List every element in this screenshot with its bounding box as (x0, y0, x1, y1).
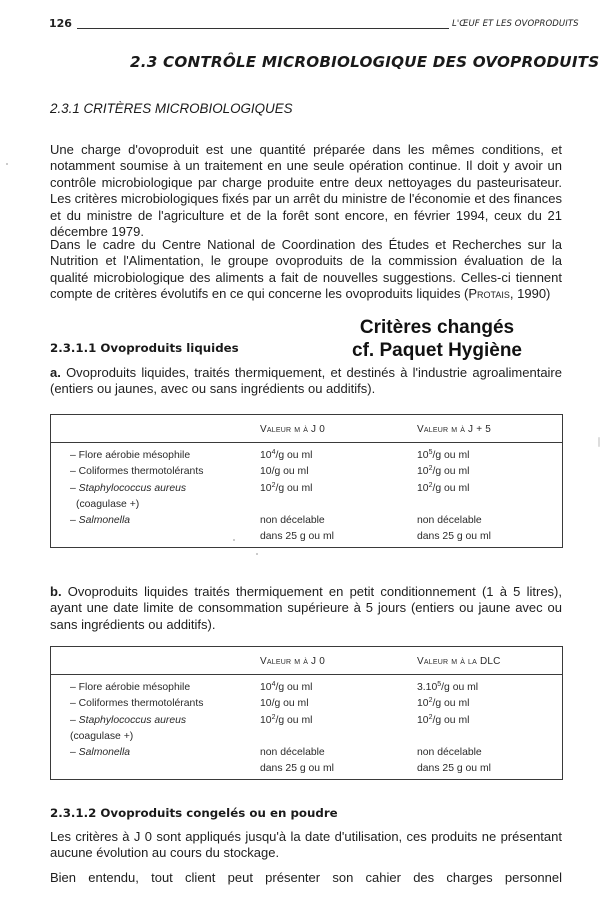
table-header-row (51, 647, 562, 675)
criteria-table-dlc (50, 646, 563, 780)
value-base: 10 (417, 466, 429, 478)
running-title: L'ŒUF ET LES OVOPRODUITS (452, 19, 579, 29)
value-exponent: 2 (428, 713, 433, 721)
section-title: 2.3 CONTRÔLE MICROBIOLOGIQUE DES OVOPRODUITS (130, 53, 600, 71)
value-j0 (260, 483, 312, 494)
table-row (51, 466, 562, 482)
value-exponent: 2 (271, 713, 276, 721)
table-row (51, 763, 562, 779)
value-unit: /g ou ml (432, 482, 470, 494)
value-base: 10 (417, 714, 429, 726)
value-unit: /g ou ml (275, 682, 313, 693)
table-row (51, 698, 562, 714)
dash: – (70, 515, 79, 527)
table-header-row (51, 415, 562, 443)
table-row (51, 731, 562, 747)
paragraph-text: Ovoproduits liquides traités thermiquement en petit conditionnement (1 à 5 litres), ayant une date limite de consommation supérieure à 5 jours (entiers ou jaune avec ou sans ingrédients ou additifs). (50, 584, 562, 632)
column-header-j0: Valeur m à J 0 (260, 424, 325, 435)
value-base: 10 (260, 714, 272, 726)
annotation-line-2: cf. Paquet Hygiène (352, 340, 522, 361)
heading-ovoproduits-congeles: 2.3.1.2 Ovoproduits congelés ou en poudre (50, 806, 338, 820)
paragraph-text: Dans le cadre du Centre National de Coordination des Études et Recherches sur la Nutrition et l'Alimentation, le groupe ovoproduits de la commission évaluation de la qualité microbiologique des aliments a fait de nouvelles suggestions. Celles-ci tiennent compte de critères évolutifs en ce qui concerne les ovoproduits liquides ( (50, 237, 562, 302)
table-row (51, 450, 562, 466)
row-label (70, 483, 186, 494)
value-j5 (417, 483, 469, 494)
value-base: 3.10 (417, 682, 438, 693)
value-j0 (260, 715, 312, 726)
annotation-line-1: Critères changés (359, 317, 515, 338)
value-base: 10 (417, 450, 429, 461)
value-unit: /g ou ml (432, 450, 470, 461)
species-name: Salmonella (78, 515, 131, 527)
paragraph-cnerna (50, 237, 562, 303)
table-row (51, 747, 562, 763)
table-row (51, 682, 562, 698)
criteria-table-j5 (50, 414, 563, 548)
scan-speck (598, 437, 600, 447)
species-name: Salmonella (78, 747, 131, 759)
value-base: 10 (417, 698, 429, 710)
annotation-note (322, 316, 552, 362)
table-row (51, 483, 562, 499)
value-j0: non décelable (260, 747, 325, 759)
value-exponent: 2 (428, 465, 433, 473)
value-j0 (260, 682, 312, 693)
table-row (51, 499, 562, 515)
page-number: 126 (49, 17, 72, 30)
row-label: (coagulase +) (76, 498, 140, 510)
value-unit: /g ou ml (275, 482, 313, 494)
value-exponent: 2 (428, 481, 433, 489)
value-dlc: non décelable (417, 747, 482, 759)
column-header-dlc: Valeur m à la DLC (417, 656, 501, 667)
value-unit: /g ou ml (432, 714, 470, 726)
heading-ovoproduits-liquides: 2.3.1.1 Ovoproduits liquides (50, 341, 239, 355)
value-unit: /g ou ml (441, 682, 479, 693)
value-exponent: 2 (428, 697, 433, 705)
value-j0: dans 25 g ou ml (260, 531, 334, 543)
species-name: Staphylococcus aureus (78, 482, 187, 494)
value-dlc: dans 25 g ou ml (417, 763, 491, 775)
paragraph-a (50, 365, 562, 398)
value-j0: non décelable (260, 515, 325, 527)
species-name: Staphylococcus aureus (78, 714, 187, 726)
dash: – (70, 482, 79, 494)
value-j5: dans 25 g ou ml (417, 531, 491, 543)
value-base: 10 (260, 698, 272, 710)
row-label: – Coliformes thermotolérants (70, 466, 204, 478)
paragraph-criteres-j0: Les critères à J 0 sont appliqués jusqu'à la date d'utilisation, ces produits ne présentant aucune évolution au cours du stockage. (50, 829, 562, 861)
value-exponent: 5 (428, 449, 433, 456)
value-base: 10 (417, 482, 429, 494)
value-j0 (260, 450, 312, 461)
paragraph-cahier-des-charges: Bien entendu, tout client peut présenter son cahier des charges personnel (50, 870, 562, 885)
scan-speck (6, 163, 8, 165)
column-header-j0: Valeur m à J 0 (260, 656, 325, 667)
row-label: – Flore aérobie mésophile (70, 450, 191, 461)
value-dlc (417, 682, 478, 693)
value-base: 10 (260, 450, 272, 461)
paragraph-charge-definition: Une charge d'ovoproduit est une quantité préparée dans les mêmes conditions, et notamment soumise à un traitement en une seule opération continue. Il doit y avoir un contrôle microbiologique par charge produite entre deux nettoyages du pasteurisateur. Les critères microbiologiques fixés par un arrêt du ministre de l'économie et des finances et du ministre de l'agriculture et de la forêt sont encore, en février 1994, ceux du 21 décembre 1979. (50, 142, 562, 240)
table-row (51, 515, 562, 531)
value-base: 10 (260, 466, 272, 478)
row-label (70, 715, 186, 726)
paragraph-b (50, 584, 562, 633)
table-row (51, 715, 562, 731)
value-j5: non décelable (417, 515, 482, 527)
value-base: 10 (260, 682, 272, 693)
value-dlc (417, 698, 469, 709)
citation-author: Protais (468, 286, 510, 302)
value-exponent: 4 (271, 681, 276, 688)
dash: – (70, 747, 79, 759)
value-exponent: 2 (271, 481, 276, 489)
subsection-title: 2.3.1 CRITÈRES MICROBIOLOGIQUES (50, 101, 293, 116)
value-exponent: 4 (271, 449, 276, 456)
value-unit: /g ou ml (432, 698, 470, 710)
value-dlc (417, 715, 469, 726)
row-label (70, 747, 130, 758)
scan-speck (233, 539, 235, 541)
value-j5 (417, 450, 469, 461)
row-label: – Coliformes thermotolérants (70, 698, 204, 710)
value-unit: /g ou ml (275, 714, 313, 726)
table-row (51, 531, 562, 547)
row-label: (coagulase +) (70, 730, 134, 742)
value-unit: /g ou ml (271, 698, 309, 710)
value-j0 (260, 698, 309, 709)
value-j0: dans 25 g ou ml (260, 763, 334, 775)
value-unit: /g ou ml (271, 466, 309, 478)
citation-year: , 1990) (509, 286, 551, 302)
list-marker-a: a. (50, 365, 61, 380)
value-unit: /g ou ml (275, 450, 313, 461)
value-base: 10 (260, 482, 272, 494)
column-header-j5: Valeur m à J + 5 (417, 424, 492, 435)
header-rule (77, 28, 449, 29)
scan-speck (256, 553, 258, 555)
paragraph-text: Ovoproduits liquides, traités thermiquement, et destinés à l'industrie agroalimentaire (entiers ou jaunes, avec ou sans ingrédients ou additifs). (50, 365, 562, 397)
value-unit: /g ou ml (432, 466, 470, 478)
dash: – (70, 714, 79, 726)
value-j5 (417, 466, 469, 477)
list-marker-b: b. (50, 584, 62, 599)
value-exponent: 5 (437, 681, 442, 688)
row-label (70, 515, 130, 526)
row-label: – Flore aérobie mésophile (70, 682, 191, 693)
value-j0 (260, 466, 309, 477)
